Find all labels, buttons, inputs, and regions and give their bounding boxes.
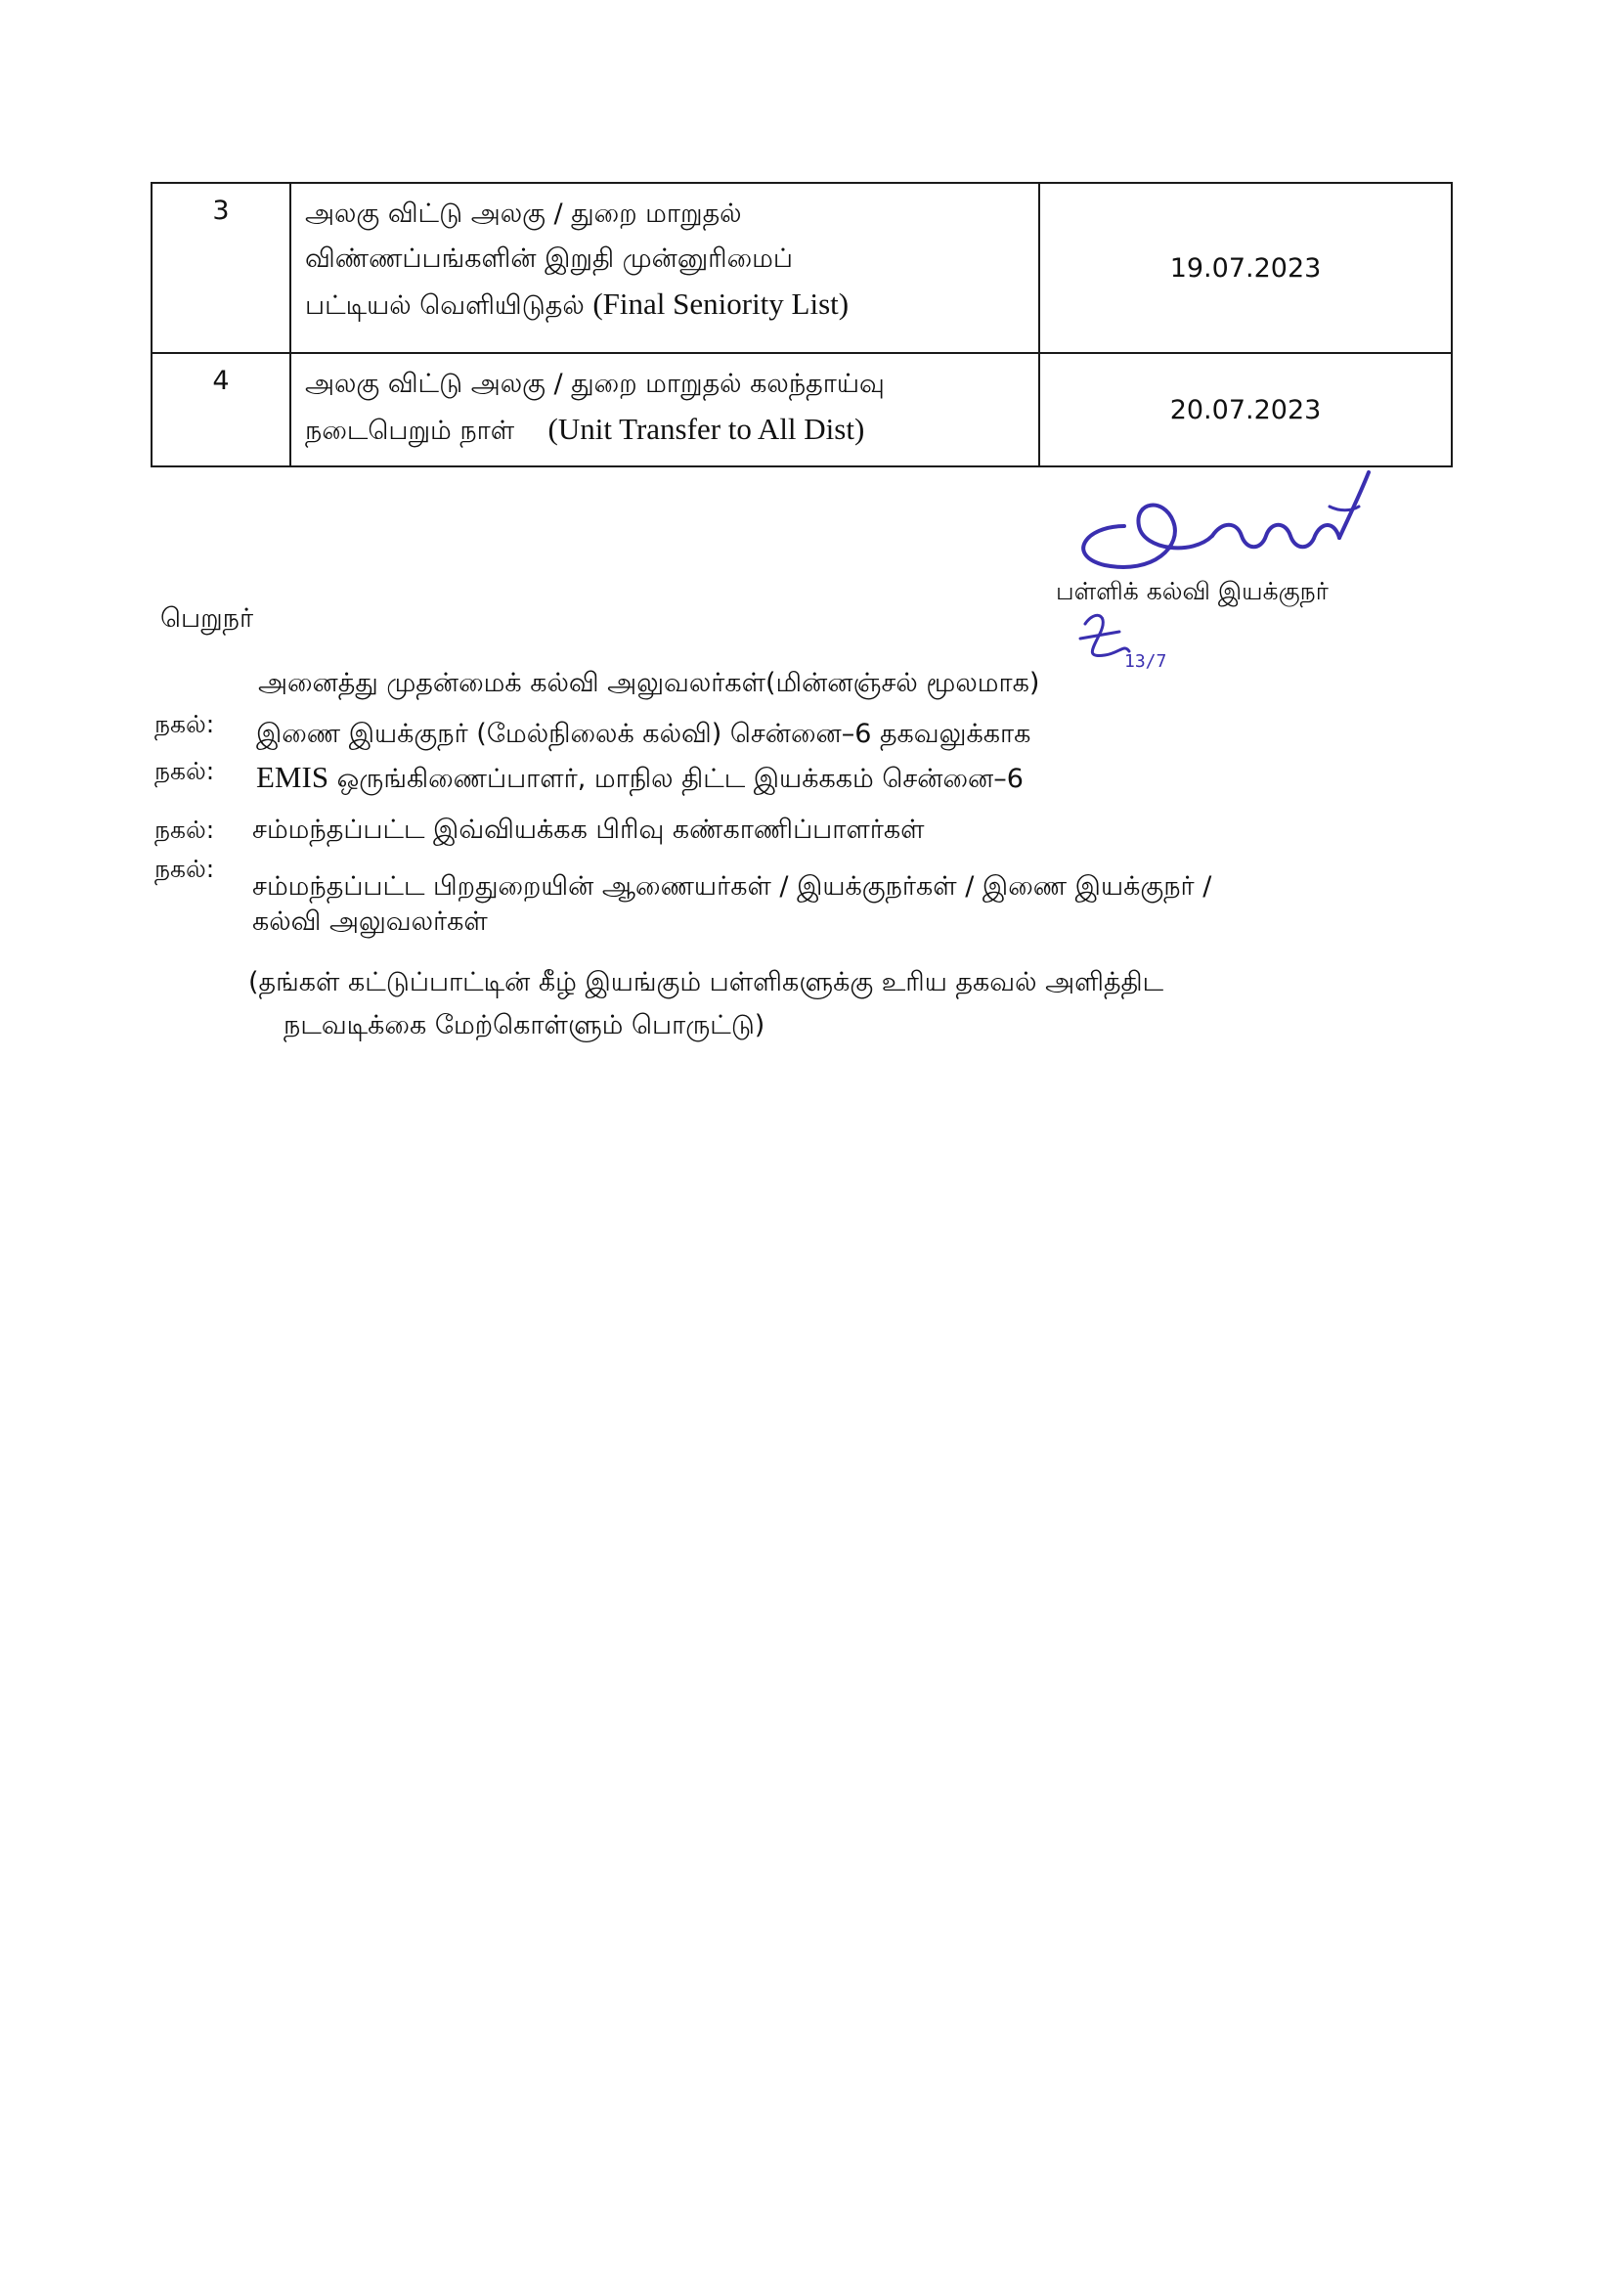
copy-label: நகல்:: [154, 710, 215, 738]
recipient-heading: பெறுநர்: [160, 603, 254, 634]
initials-date: 13/7: [1124, 651, 1167, 672]
copy-item-prefix: EMIS: [256, 760, 329, 794]
copy-label: நகல்:: [154, 757, 215, 785]
note-line: நடவடிக்கை மேற்கொள்ளும் பொருட்டு): [284, 1010, 765, 1040]
copy-item-continuation: கல்வி அலுவலர்கள்: [252, 906, 488, 937]
recipient-to: அனைத்து முதன்மைக் கல்வி அலுவலர்கள்(மின்னஞ்சல் மூலமாக): [258, 668, 1040, 698]
row-number: 4: [152, 353, 290, 466]
description-line: அலகு விட்டு அலகு / துறை மாறுதல் கலந்தாய்வு: [305, 369, 885, 399]
description-line-text: பட்டியல் வெளியிடுதல்: [305, 290, 585, 321]
table-row: [152, 353, 1452, 466]
row-description: [290, 353, 1039, 466]
table-row: [152, 183, 1452, 353]
copy-item-text: ஒருங்கிணைப்பாளர், மாநில திட்ட இயக்ககம் சென்னை–6: [336, 764, 1024, 794]
row-date: 19.07.2023: [1039, 183, 1452, 353]
copy-label: நகல்:: [154, 855, 215, 883]
description-english: (Final Seniority List): [592, 287, 850, 321]
description-line: விண்ணப்பங்களின் இறுதி முன்னுரிமைப்: [305, 243, 793, 274]
copy-item-text: சம்மந்தப்பட்ட பிறதுறையின் ஆணையர்கள் / இயக்குநர்கள் / இணை இயக்குநர் /: [252, 871, 1212, 902]
copy-item-text: சம்மந்தப்பட்ட இவ்வியக்கக பிரிவு கண்காணிப்பாளர்கள்: [252, 815, 925, 845]
description-line: [305, 407, 1025, 454]
description-line-text: நடைபெறும் நாள்: [305, 416, 515, 446]
row-number: 3: [152, 183, 290, 353]
signature-image: [1066, 467, 1378, 585]
description-line: அலகு விட்டு அலகு / துறை மாறுதல்: [305, 199, 742, 229]
schedule-table: [151, 182, 1453, 467]
signatory-title: பள்ளிக் கல்வி இயக்குநர்: [1056, 577, 1329, 605]
row-description: [290, 183, 1039, 353]
note-line: (தங்கள் கட்டுப்பாட்டின் கீழ் இயங்கும் பள்ளிகளுக்கு உரிய தகவல் அளித்திட: [248, 967, 1164, 997]
copy-item-text: இணை இயக்குநர் (மேல்நிலைக் கல்வி) சென்னை–6 தகவலுக்காக: [256, 719, 1031, 749]
copy-label: நகல்:: [154, 816, 215, 844]
description-english: (Unit Transfer to All Dist): [547, 412, 865, 446]
copy-item: [256, 761, 1024, 796]
description-line: [305, 282, 1025, 329]
row-date: 20.07.2023: [1039, 353, 1452, 466]
